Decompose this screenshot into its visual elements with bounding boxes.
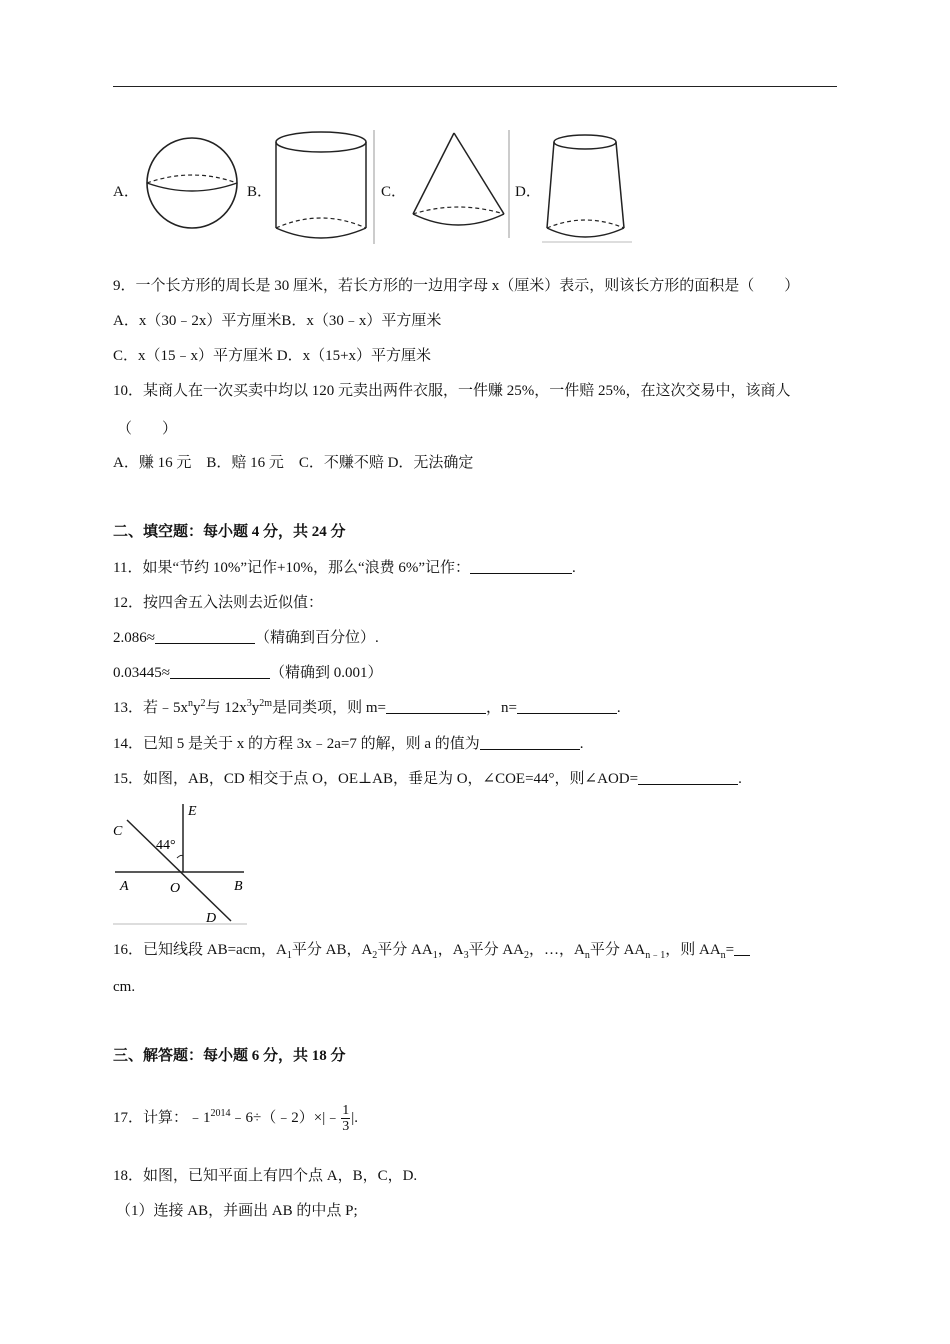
q13-end: . — [616, 700, 621, 716]
q13-sup-n: n — [188, 698, 194, 709]
label-angle: 44° — [156, 838, 176, 853]
q13-answer-blank-m[interactable] — [386, 699, 486, 714]
q17-numerator: 1 — [342, 1103, 350, 1118]
q15-answer-blank[interactable] — [638, 770, 738, 785]
q11-answer-blank[interactable] — [470, 559, 572, 574]
q15-angle-figure — [113, 800, 249, 926]
q12-stem: 12．按四舍五入法则去近似值： — [113, 595, 324, 611]
line-cd — [127, 820, 231, 921]
q17-post: |. — [351, 1109, 358, 1126]
section2-title: 二、填空题：每小题 4 分，共 24 分 — [113, 524, 346, 540]
q16-p3: 平分 AA — [377, 942, 433, 958]
label-c: C — [113, 824, 123, 839]
q16-s7: n﹣1 — [645, 950, 666, 961]
q12-answer-blank-2[interactable] — [170, 664, 270, 679]
cone-figure — [405, 128, 513, 240]
q11-stem: 11．如果“节约 10%”记作+10%，那么“浪费 6%”记作： — [113, 560, 471, 576]
q18-stem: 18．如图，已知平面上有四个点 A，B，C，D. — [113, 1168, 418, 1184]
q13-mid: 与 12x — [205, 700, 247, 716]
q16-unit: cm. — [113, 979, 136, 995]
q13-sup-2m: 2m — [259, 698, 273, 709]
q12-line2-post: （精确到 0.001） — [269, 665, 383, 681]
q16-s6: n — [584, 950, 590, 961]
q10-stem: 10．某商人在一次买卖中均以 120 元卖出两件衣服，一件赚 25%，一件赔 25%，在这次交易中，该商人 — [113, 383, 791, 399]
angle-arc — [177, 855, 183, 858]
cylinder-figure — [270, 128, 378, 246]
label-d: D — [206, 911, 217, 926]
q14-end: . — [579, 736, 584, 752]
q15 — [113, 769, 742, 789]
q17-fraction — [341, 1103, 350, 1134]
q14-stem: 14．已知 5 是关于 x 的方程 3x﹣2a=7 的解，则 a 的值为 — [113, 736, 480, 752]
label-b: B — [234, 879, 243, 894]
option-c-label: C． — [381, 184, 407, 200]
q16 — [113, 940, 750, 960]
q15-end: . — [738, 771, 742, 787]
q12-line1-post: （精确到百分位）. — [254, 630, 379, 646]
section3-title: 三、解答题：每小题 6 分，共 18 分 — [113, 1048, 346, 1064]
q16-p8: ，则 AA — [665, 942, 721, 958]
q15-stem: 15．如图，AB，CD 相交于点 O，OE⊥AB，垂足为 O，∠COE=44°，则∠AOD= — [113, 771, 639, 787]
option-b-label: B． — [247, 184, 273, 200]
q13-pre: 13．若﹣5x — [113, 700, 189, 716]
q16-p2: 平分 AB，A — [291, 942, 373, 958]
q11 — [113, 558, 576, 578]
q12-line2-pre: 0.03445≈ — [113, 665, 170, 681]
q17-denominator: 3 — [342, 1119, 350, 1134]
q14 — [113, 734, 584, 754]
frustum-figure — [540, 130, 634, 246]
q9-options-cd: C．x（15﹣x）平方厘米 D．x（15+x）平方厘米 — [113, 348, 432, 364]
q13-y: y — [193, 700, 201, 716]
q10-options: A．赚 16 元 B．赔 16 元 C．不赚不赔 D．无法确定 — [113, 455, 474, 471]
q12-answer-blank-1[interactable] — [155, 629, 255, 644]
q16-answer-blank[interactable] — [734, 941, 750, 956]
q16-s4: 3 — [463, 950, 469, 961]
q17-mid: ﹣6÷（﹣2）×|﹣ — [230, 1109, 341, 1126]
option-a-label: A． — [113, 184, 139, 200]
q12-line1 — [113, 628, 379, 648]
q16-p6: ，…，A — [528, 942, 585, 958]
q16-p4: ，A — [437, 942, 464, 958]
q13 — [113, 698, 621, 718]
q18-sub1: （1）连接 AB，并画出 AB 的中点 P; — [116, 1203, 358, 1219]
q13-post: 是同类项，则 m= — [272, 700, 386, 716]
q10-paren: （ ） — [117, 421, 178, 437]
q14-answer-blank[interactable] — [480, 735, 580, 750]
q16-p1: 16．已知线段 AB=acm，A — [113, 942, 287, 958]
q9-options-ab: A．x（30﹣2x）平方厘米B．x（30﹣x）平方厘米 — [113, 313, 442, 329]
q16-p5: 平分 AA — [468, 942, 524, 958]
q17 — [113, 1103, 358, 1134]
label-e: E — [188, 804, 197, 819]
q9-stem: 9．一个长方形的周长是 30 厘米，若长方形的一边用字母 x（厘米）表示，则该长方形的面积是（ ） — [113, 278, 800, 294]
q13-sup-2: 2 — [200, 698, 206, 709]
q11-end: . — [572, 560, 576, 576]
q13-sup-3: 3 — [246, 698, 252, 709]
q16-s1: 1 — [286, 950, 292, 961]
q16-s3: 1 — [432, 950, 438, 961]
header-rule — [113, 86, 837, 87]
q16-s8: n — [720, 950, 726, 961]
q16-p9: = — [725, 942, 735, 958]
q12-line1-pre: 2.086≈ — [113, 630, 155, 646]
q16-s5: 2 — [523, 950, 529, 961]
q12-line2 — [113, 663, 383, 683]
option-d-label: D． — [515, 184, 541, 200]
label-a: A — [120, 879, 129, 894]
q13-n-label: ，n= — [485, 700, 517, 716]
q16-p7: 平分 AA — [589, 942, 646, 958]
q16-s2: 2 — [372, 950, 378, 961]
q13-answer-blank-n[interactable] — [517, 699, 617, 714]
sphere-figure — [140, 133, 240, 233]
q17-sup: 2014 — [210, 1107, 231, 1119]
q13-y2: y — [251, 700, 260, 716]
q17-pre: 17．计算：﹣1 — [113, 1109, 211, 1126]
label-o: O — [170, 881, 181, 896]
